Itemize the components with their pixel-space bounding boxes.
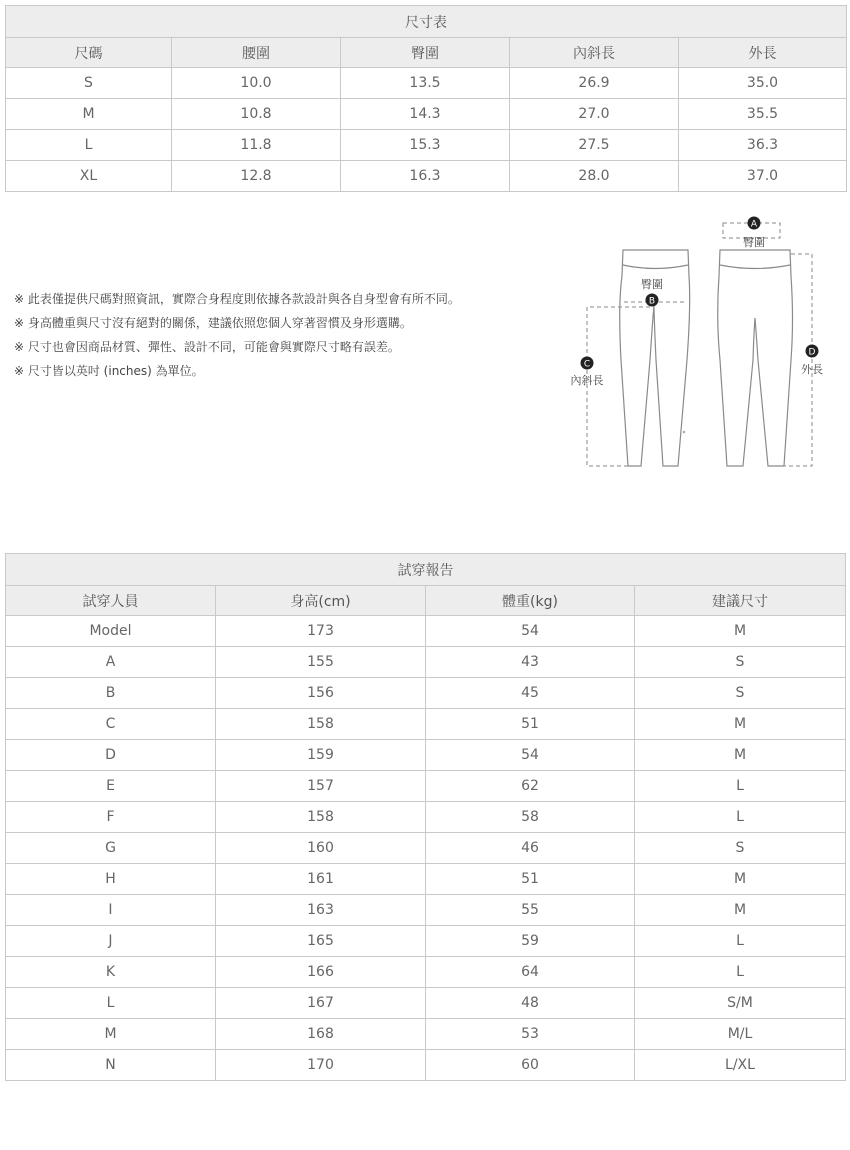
table-row: [6, 833, 846, 864]
table-cell-inseam: 28.0: [510, 161, 679, 192]
label-c: 內斜長: [570, 374, 604, 387]
leggings-front-view-icon: [718, 250, 793, 466]
table-cell-height: 161: [216, 864, 426, 895]
table-cell-tester: Model: [6, 616, 216, 647]
table-cell-waist: 10.0: [172, 68, 341, 99]
table-cell-height: 173: [216, 616, 426, 647]
table-row: [6, 740, 846, 771]
table-cell-recommended-size: M: [635, 895, 846, 926]
table-cell-tester: I: [6, 895, 216, 926]
table-cell-inseam: 27.0: [510, 99, 679, 130]
column-header-recommended-size: 建議尺寸: [635, 586, 846, 616]
marker-c: C: [583, 359, 591, 370]
table-cell-weight: 53: [426, 1019, 635, 1050]
table-cell-outseam: 36.3: [679, 130, 847, 161]
table-cell-recommended-size: M: [635, 616, 846, 647]
table-cell-waist: 12.8: [172, 161, 341, 192]
table-row: [6, 161, 847, 192]
table-cell-hip: 14.3: [341, 99, 510, 130]
column-header-waist: 腰圍: [172, 38, 341, 68]
fitting-report-table: [5, 553, 846, 1081]
fitting-report-title: 試穿報告: [6, 554, 846, 586]
table-cell-outseam: 35.5: [679, 99, 847, 130]
table-cell-waist: 11.8: [172, 130, 341, 161]
table-row: [6, 1050, 846, 1081]
table-cell-weight: 48: [426, 988, 635, 1019]
table-cell-recommended-size: S/M: [635, 988, 846, 1019]
note-line: ※ 尺寸也會因商品材質、彈性、設計不同，可能會與實際尺寸略有誤差。: [14, 340, 400, 354]
table-cell-recommended-size: S: [635, 647, 846, 678]
table-cell-inseam: 27.5: [510, 130, 679, 161]
table-cell-outseam: 35.0: [679, 68, 847, 99]
table-cell-tester: E: [6, 771, 216, 802]
column-header-outseam: 外長: [679, 38, 847, 68]
table-row: [6, 1019, 846, 1050]
table-cell-recommended-size: L: [635, 957, 846, 988]
table-cell-recommended-size: L: [635, 802, 846, 833]
table-cell-inseam: 26.9: [510, 68, 679, 99]
size-notes: [14, 287, 460, 383]
table-cell-weight: 45: [426, 678, 635, 709]
table-cell-tester: H: [6, 864, 216, 895]
table-cell-height: 167: [216, 988, 426, 1019]
table-cell-outseam: 37.0: [679, 161, 847, 192]
table-row: [6, 678, 846, 709]
table-cell-recommended-size: M/L: [635, 1019, 846, 1050]
column-header-hip: 臀圍: [341, 38, 510, 68]
measurement-diagram: [550, 210, 840, 480]
table-cell-weight: 43: [426, 647, 635, 678]
table-cell-recommended-size: L: [635, 926, 846, 957]
table-cell-tester: K: [6, 957, 216, 988]
table-cell-hip: 15.3: [341, 130, 510, 161]
table-cell-tester: F: [6, 802, 216, 833]
table-cell-recommended-size: L/XL: [635, 1050, 846, 1081]
table-cell-hip: 16.3: [341, 161, 510, 192]
table-row: [6, 957, 846, 988]
table-row: [6, 988, 846, 1019]
table-cell-height: 155: [216, 647, 426, 678]
outseam-guide: [784, 254, 812, 466]
table-cell-weight: 51: [426, 864, 635, 895]
table-cell-waist: 10.8: [172, 99, 341, 130]
table-cell-weight: 58: [426, 802, 635, 833]
table-cell-tester: M: [6, 1019, 216, 1050]
table-cell-weight: 46: [426, 833, 635, 864]
table-row: [6, 802, 846, 833]
table-row: [6, 647, 846, 678]
marker-a: A: [750, 219, 758, 230]
table-row: [6, 864, 846, 895]
table-cell-weight: 51: [426, 709, 635, 740]
column-header-size: 尺碼: [6, 38, 172, 68]
table-cell-height: 165: [216, 926, 426, 957]
label-b: 臀圍: [641, 278, 663, 291]
table-row: [6, 68, 847, 99]
table-cell-tester: B: [6, 678, 216, 709]
table-cell-weight: 64: [426, 957, 635, 988]
note-line: ※ 此表僅提供尺碼對照資訊，實際合身程度則依據各款設計與各自身型會有所不同。: [14, 292, 460, 306]
table-cell-height: 163: [216, 895, 426, 926]
marker-b: B: [648, 296, 656, 307]
table-cell-recommended-size: L: [635, 771, 846, 802]
table-cell-height: 158: [216, 802, 426, 833]
table-cell-recommended-size: S: [635, 833, 846, 864]
note-line: ※ 尺寸皆以英吋 (inches) 為單位。: [14, 364, 204, 378]
table-cell-hip: 13.5: [341, 68, 510, 99]
size-chart-title: 尺寸表: [6, 6, 847, 38]
table-cell-height: 170: [216, 1050, 426, 1081]
table-cell-size: S: [6, 68, 172, 99]
table-cell-height: 159: [216, 740, 426, 771]
table-cell-height: 166: [216, 957, 426, 988]
table-cell-height: 160: [216, 833, 426, 864]
table-cell-weight: 55: [426, 895, 635, 926]
table-cell-weight: 54: [426, 740, 635, 771]
table-row: [6, 616, 846, 647]
table-cell-height: 158: [216, 709, 426, 740]
table-cell-weight: 54: [426, 616, 635, 647]
table-cell-tester: N: [6, 1050, 216, 1081]
table-cell-tester: D: [6, 740, 216, 771]
table-cell-recommended-size: S: [635, 678, 846, 709]
table-row: [6, 130, 847, 161]
table-row: [6, 895, 846, 926]
note-line: ※ 身高體重與尺寸沒有絕對的關係，建議依照您個人穿著習慣及身形選購。: [14, 316, 412, 330]
table-cell-tester: A: [6, 647, 216, 678]
table-cell-recommended-size: M: [635, 864, 846, 895]
table-cell-height: 157: [216, 771, 426, 802]
table-cell-tester: L: [6, 988, 216, 1019]
table-row: [6, 771, 846, 802]
column-header-tester: 試穿人員: [6, 586, 216, 616]
table-cell-size: XL: [6, 161, 172, 192]
table-cell-tester: J: [6, 926, 216, 957]
table-cell-recommended-size: M: [635, 740, 846, 771]
table-row: [6, 926, 846, 957]
table-cell-size: L: [6, 130, 172, 161]
table-cell-weight: 60: [426, 1050, 635, 1081]
column-header-weight: 體重(kg): [426, 586, 635, 616]
table-cell-weight: 62: [426, 771, 635, 802]
table-cell-tester: C: [6, 709, 216, 740]
label-a: 臀圍: [743, 236, 765, 249]
marker-d: D: [808, 347, 816, 358]
table-cell-weight: 59: [426, 926, 635, 957]
table-row: [6, 709, 846, 740]
table-row: [6, 99, 847, 130]
size-chart-table: [5, 5, 847, 192]
table-cell-recommended-size: M: [635, 709, 846, 740]
column-header-inseam: 內斜長: [510, 38, 679, 68]
label-d: 外長: [801, 363, 823, 376]
column-header-height: 身高(cm): [216, 586, 426, 616]
table-cell-size: M: [6, 99, 172, 130]
table-cell-height: 156: [216, 678, 426, 709]
table-cell-height: 168: [216, 1019, 426, 1050]
table-cell-tester: G: [6, 833, 216, 864]
